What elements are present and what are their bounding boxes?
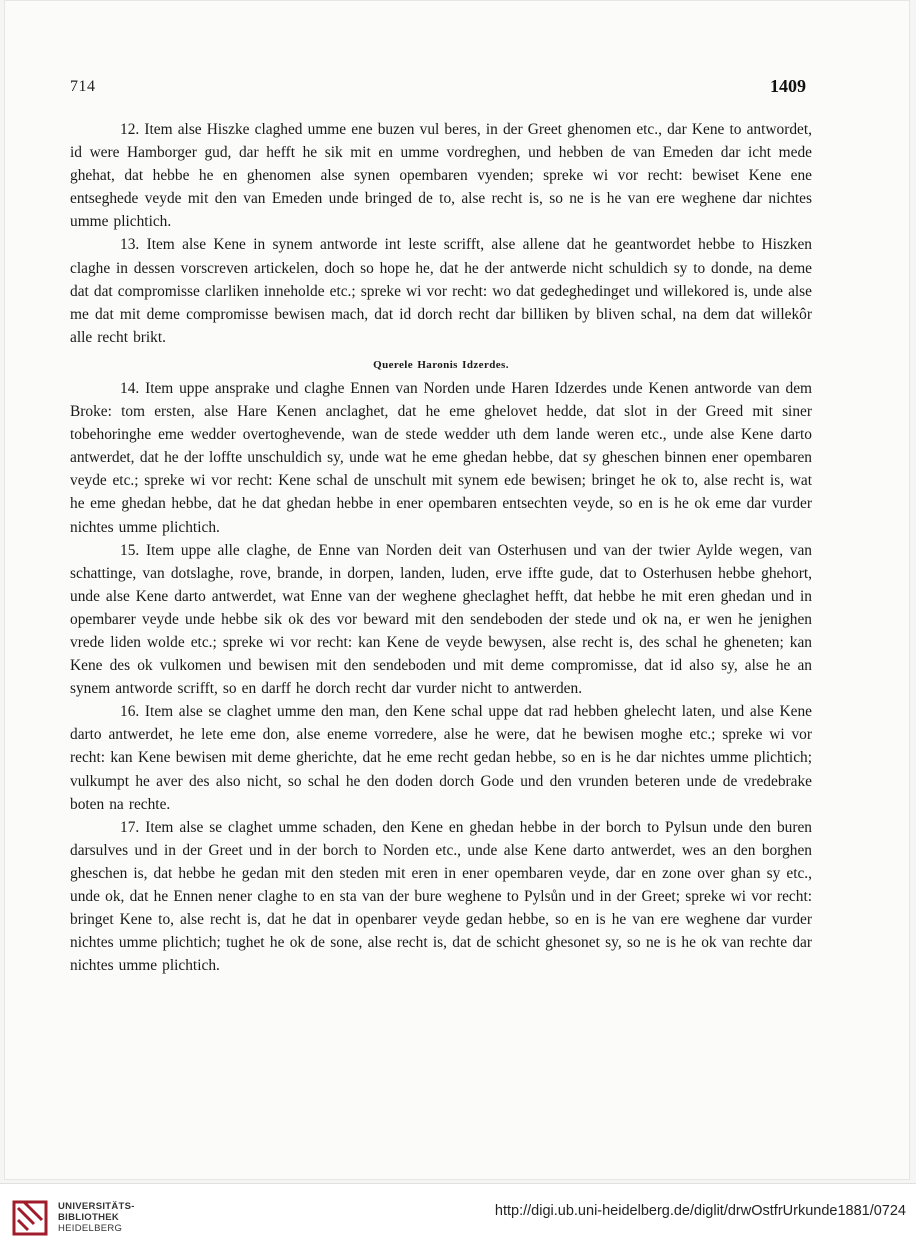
paragraph-16: 16. Item alse se claghet umme den man, den Kene schal uppe dat rad hebben ghelecht laten, und alse Kene darto antwerdet, he lete eme don, alse eneme vorredere, alse he were, dat he bewisen moghe etc.; spreke wi vor recht: kan Kene bewisen mit deme gherichte, dat he eme recht gedan hebbe, so en is he dar nichtes umme plichtich; vulkumpt he aver des also nicht, so schal he den doden dorch Gode und den vrunden beteren unde de vredebrake boten na rechte. (70, 703, 812, 813)
library-name-line-3: HEIDELBERG (58, 1223, 123, 1234)
section-heading: Querele Haronis Idzerdes. (373, 358, 509, 371)
paragraph-17: 17. Item alse se claghet umme schaden, den Kene en ghedan hebbe in der borch to Pylsun unde den buren darsulves und in der Greet und in der borch to Norden etc., unde alse Kene darto antwerdet, wes an den borghen gheschen is, dat hebbe he gedan mit den steden mit eren in ener opembaren veyde, dar en zone over ghan sy etc., unde ok, dat he Ennen nener claghe to en sta van der bure weghene to Pylsůn und in der Greet; spreke wi vor recht: bringet Kene to, alse recht is, dat he dat in openbarer veyde gedan hebbe, so en is he van ere weghene dar vurder nichtes umme plichtich; tughet he ok de sone, alse recht is, dat de schicht ghesonet sy, so ne is he ok van rechte dar nichtes umme plichtich. (70, 818, 812, 975)
library-name-line-1: UNIVERSITÄTS- (58, 1201, 135, 1212)
paragraph-12: 12. Item alse Hiszke claghed umme ene buzen vul beres, in der Greet ghenomen etc., dar Kene to antwordet, id were Hamborger gud, dar hefft he sik mit en umme vordreghen, und hebben de van Emeden dar icht mede ghehat, dat hebbe he en ghenomen alse synen opembaren vyenden; spreke wi vor recht: bewiset Kene ene entseghede veyde mit den van Emeden unde bringed de to, alse recht is, so ne is he van ere weghene dar nichtes umme plichtich. (70, 121, 812, 231)
document-page (4, 0, 910, 1180)
footer-bar (0, 1183, 916, 1251)
body-text (70, 118, 812, 977)
permalink-url[interactable]: http://digi.ub.uni-heidelberg.de/diglit/drwOstfrUrkunde1881/0724 (494, 1203, 906, 1219)
paragraph-13: 13. Item alse Kene in synem antworde int leste scrifft, alse allene dat he geantwordet hebbe to Hiszken claghe in dessen vorscreven artickelen, doch so hope he, dat he der antwerde nicht schuldich sy to donde, na deme dat dat compromisse clarliken inneholde etc.; spreke wi vor recht: wo dat gedeghedinget und willekored is, unde alse me dat mit deme compromisse bewisen mach, dat id dorch recht dar billiken by bliven schal, na dem dat willekôr alle recht brikt. (70, 236, 812, 346)
university-library-logo-icon[interactable] (12, 1196, 52, 1240)
library-name[interactable] (58, 1201, 135, 1234)
paragraph-15: 15. Item uppe alle claghe, de Enne van Norden deit van Osterhusen und van der twier Aylde wegen, van schattinge, van dotslaghe, rove, brande, in dorpen, landen, luden, erve iffte gude, dat to Osterhusen hebbe ghehort, unde alse Kene darto antwerdet, wat Enne van der weghene gheclaghet hefft, dat hebbe he mit eren ghedan und in opembarer veyde unde hebbe sik ok des vor beward mit den sendeboden der stede und ok na, er wen he jenighen vrede liden wolde etc.; spreke wi vor recht: kan Kene de veyde bewysen, alse recht is, des schal he gheneten; kan Kene des ok vulkomen und bewisen mit den sendeboden und mit deme compromisse, dat id also sy, alse he an synem antworde scrifft, so en darff he dorch recht dar vurder nicht to antwerden. (70, 541, 812, 698)
year-heading: 1409 (770, 76, 806, 96)
paragraph-14: 14. Item uppe ansprake und claghe Ennen van Norden unde Haren Idzerdes unde Kenen antworde van dem Broke: tom ersten, alse Hare Kenen anclaghet, dat he eme ghelovet hedde, dat slot in der Greed mit siner tobehoringhe eme wedder overtoghevende, wan de stede wedder uth dem lande weren etc., unde alse Kene darto antwerdet, dat he der loffte unschuldich sy, unde wat he eme ghedan hebbe, dat sy gheschen binnen ener opembaren veyde etc.; spreke wi vor recht: Kene schal de unschult mit synem ede bewisen; bringet he ok to, alse recht is, wat he eme ghedan hebbe, dat he dat ghedan hebbe in ener opembaren entsechten veyde, so en is he ok eme dar vurder nichtes umme plichtich. (70, 379, 812, 536)
page-number: 714 (70, 78, 96, 95)
library-name-line-2: BIBLIOTHEK (58, 1212, 120, 1223)
